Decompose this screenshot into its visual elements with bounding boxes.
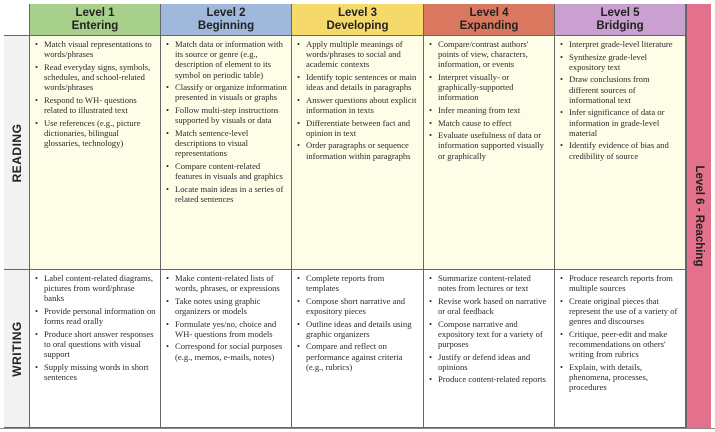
descriptor-item: • Follow multi-step instructions supported by visuals or data: [165, 105, 287, 125]
reading-level-4-cell: [424, 36, 555, 270]
descriptor-list: [34, 39, 156, 148]
descriptor-list: [559, 39, 681, 161]
descriptor-list: [428, 39, 550, 161]
descriptor-list: [34, 273, 156, 382]
descriptor-item: • Summarize content-related notes from lectures or text: [428, 273, 550, 293]
descriptor-item: • Infer significance of data or information in grade-level material: [559, 107, 681, 138]
descriptor-item: • Make content-related lists of words, phrases, or expressions: [165, 273, 287, 293]
descriptor-item: • Use references (e.g., picture dictionaries, bilingual glossaries, technology): [34, 118, 156, 149]
descriptor-item: • Label content-related diagrams, pictures from word/phrase banks: [34, 273, 156, 304]
level-number: Level 4: [469, 7, 509, 19]
level-name: Entering: [71, 20, 119, 32]
level-name: Bridging: [596, 20, 644, 32]
descriptor-item: • Compose narrative and expository text for a variety of purposes: [428, 319, 550, 350]
descriptor-item: • Match cause to effect: [428, 118, 550, 128]
descriptor-item: • Compose short narrative and expository pieces: [296, 296, 419, 316]
descriptor-list: [296, 39, 419, 161]
level-name: Expanding: [459, 20, 519, 32]
level-number: Level 5: [600, 7, 640, 19]
descriptor-item: • Produce research reports from multiple sources: [559, 273, 681, 293]
descriptor-list: [559, 273, 681, 392]
descriptor-item: • Apply multiple meanings of words/phrases to social and academic contexts: [296, 39, 419, 70]
level-5-header: [555, 4, 686, 36]
descriptor-item: • Identify evidence of bias and credibility of source: [559, 140, 681, 160]
level-3-header: [292, 4, 424, 36]
descriptor-item: • Explain, with details, phenomena, processes, procedures: [559, 362, 681, 393]
descriptor-item: • Infer meaning from text: [428, 105, 550, 115]
descriptor-item: • Outline ideas and details using graphic organizers: [296, 319, 419, 339]
reading-level-2-cell: [161, 36, 292, 270]
level-2-header: [161, 4, 292, 36]
descriptor-item: • Evaluate usefulness of data or information supported visually or graphically: [428, 130, 550, 161]
descriptor-item: • Critique, peer-edit and make recommendations on others' writing from rubrics: [559, 329, 681, 360]
level-name: Developing: [326, 20, 389, 32]
reading-level-5-cell: [555, 36, 686, 270]
descriptor-item: • Draw conclusions from different sources of informational text: [559, 74, 681, 105]
descriptor-item: • Classify or organize information presented in visuals or graphs: [165, 82, 287, 102]
descriptor-item: • Supply missing words in short sentences: [34, 362, 156, 382]
descriptor-list: [296, 273, 419, 372]
descriptor-item: • Revise work based on narrative or oral feedback: [428, 296, 550, 316]
descriptor-item: • Identify topic sentences or main ideas and details in paragraphs: [296, 72, 419, 92]
writing-label-text: WRITING: [9, 320, 24, 377]
descriptor-list: [165, 39, 287, 204]
descriptor-item: • Formulate yes/no, choice and WH- questions from models: [165, 319, 287, 339]
descriptor-item: • Create original pieces that represent the use of a variety of genres and discourses: [559, 296, 681, 327]
descriptor-item: • Interpret grade-level literature: [559, 39, 681, 49]
writing-level-2-cell: [161, 270, 292, 428]
reading-row-label: [4, 36, 30, 270]
descriptor-item: • Match sentence-level descriptions to visual representations: [165, 128, 287, 159]
level-name: Beginning: [197, 20, 255, 32]
descriptor-item: • Order paragraphs or sequence information within paragraphs: [296, 140, 419, 160]
writing-level-3-cell: [292, 270, 424, 428]
bottom-divider: [0, 428, 715, 429]
writing-level-4-cell: [424, 270, 555, 428]
level-number: Level 2: [206, 7, 246, 19]
level-6-label: Level 6 - Reaching: [693, 165, 705, 267]
level-number: Level 3: [338, 7, 377, 19]
descriptor-item: • Synthesize grade-level expository text: [559, 52, 681, 72]
descriptor-item: • Correspond for social purposes (e.g., memos, e-mails, notes): [165, 341, 287, 361]
reading-level-1-cell: [30, 36, 161, 270]
descriptor-item: • Read everyday signs, symbols, schedules, and school-related words/phrases: [34, 62, 156, 93]
descriptor-item: • Produce content-related reports: [428, 374, 550, 384]
descriptor-item: • Match visual representations to words/phrases: [34, 39, 156, 59]
writing-level-1-cell: [30, 270, 161, 428]
descriptor-item: • Produce short answer responses to oral questions with visual support: [34, 329, 156, 360]
descriptor-item: • Take notes using graphic organizers or models: [165, 296, 287, 316]
level-number: Level 1: [75, 7, 115, 19]
descriptor-list: [428, 273, 550, 385]
descriptor-item: • Respond to WH- questions related to illustrated text: [34, 95, 156, 115]
descriptor-item: • Locate main ideas in a series of related sentences: [165, 184, 287, 204]
descriptor-item: • Differentiate between fact and opinion in text: [296, 118, 419, 138]
descriptor-item: • Justify or defend ideas and opinions: [428, 352, 550, 372]
level-1-header: [30, 4, 161, 36]
writing-row-label: [4, 270, 30, 428]
descriptor-item: • Match data or information with its source or genre (e.g., description of element to its symbol on periodic table): [165, 39, 287, 80]
descriptor-item: • Compare/contrast authors' points of view, characters, information, or events: [428, 39, 550, 70]
descriptor-item: • Interpret visually- or graphically-supported information: [428, 72, 550, 103]
descriptor-item: • Provide personal information on forms read orally: [34, 306, 156, 326]
reading-level-3-cell: [292, 36, 424, 270]
table-corner: [4, 4, 30, 36]
descriptor-item: • Compare content-related features in visuals and graphics: [165, 161, 287, 181]
writing-level-5-cell: [555, 270, 686, 428]
descriptor-item: • Complete reports from templates: [296, 273, 419, 293]
descriptor-list: [165, 273, 287, 362]
level-6-column: [686, 4, 711, 428]
descriptor-item: • Compare and reflect on performance against criteria (e.g., rubrics): [296, 341, 419, 372]
reading-label-text: READING: [9, 123, 24, 182]
level-4-header: [424, 4, 555, 36]
descriptor-item: • Answer questions about explicit information in texts: [296, 95, 419, 115]
